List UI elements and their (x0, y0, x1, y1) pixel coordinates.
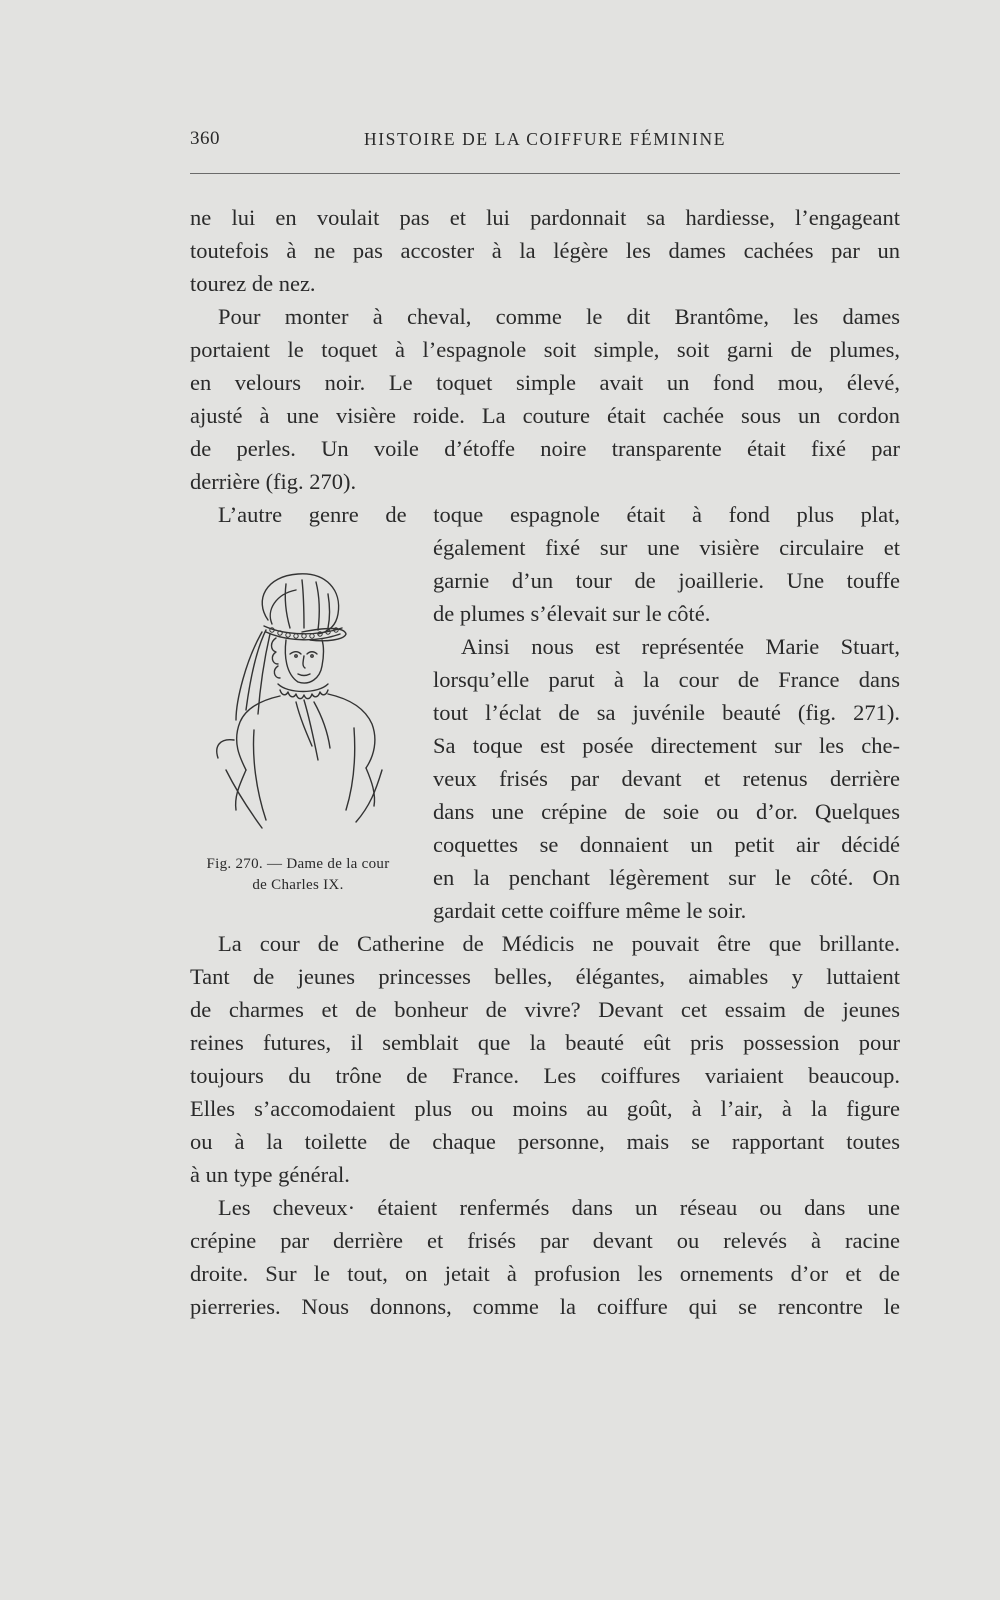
caption-line: Fig. 270. — Dame de la cour (206, 856, 390, 872)
text-line: en la penchant légèrement sur le côté. On (433, 865, 900, 890)
text-line: Tant de jeunes princesses belles, élégantes, aimables y luttaient (190, 964, 900, 989)
page-header (190, 128, 900, 158)
text-line: Sa toque est posée directement sur les che- (433, 733, 900, 758)
text-line: gardait cette coiffure même le soir. (433, 898, 747, 923)
text-line: à un type général. (190, 1162, 350, 1187)
text-line: garnie d’un tour de joaillerie. Une touffe (433, 568, 900, 593)
text-line: droite. Sur le tout, on jetait à profusion les ornements d’or et de (190, 1261, 900, 1286)
text-line: crépine par derrière et frisés par devant ou relevés à racine (190, 1228, 900, 1253)
caption-line: de Charles IX. (252, 877, 344, 893)
text-line: ou à la toilette de chaque personne, mais se rapportant toutes (190, 1129, 900, 1154)
text-line: reines futures, il semblait que la beauté eût pris possession pour (190, 1030, 900, 1055)
running-title: HISTOIRE DE LA COIFFURE FÉMININE (364, 129, 726, 149)
text-line: veux frisés par devant et retenus derrière (433, 766, 900, 791)
text-line: Les cheveux· étaient renfermés dans un réseau ou dans une (218, 1195, 900, 1220)
figure-270-illustration (206, 570, 396, 845)
text-line: tourez de nez. (190, 271, 316, 296)
text-line: portaient le toquet à l’espagnole soit simple, soit garni de plumes, (190, 337, 900, 362)
text-line: dans une crépine de soie ou d’or. Quelques (433, 799, 900, 824)
text-line: ne lui en voulait pas et lui pardonnait sa hardiesse, l’engageant (190, 205, 900, 230)
text-line: coquettes se donnaient un petit air décidé (433, 832, 900, 857)
text-line: toutefois à ne pas accoster à la légère les dames cachées par un (190, 238, 900, 263)
text-line: La cour de Catherine de Médicis ne pouvait être que brillante. (218, 931, 900, 956)
text-line: pierreries. Nous donnons, comme la coiffure qui se rencontre le (190, 1294, 900, 1319)
text-line: également fixé sur une visière circulaire et (433, 535, 900, 560)
text-line: de charmes et de bonheur de vivre? Devant cet essaim de jeunes (190, 997, 900, 1022)
text-line: tout l’éclat de sa juvénile beauté (fig. 271). (433, 700, 900, 725)
text-line: de plumes s’élevait sur le côté. (433, 601, 711, 626)
text-line: Pour monter à cheval, comme le dit Brantôme, les dames (218, 304, 900, 329)
text-line: lorsqu’elle parut à la cour de France dans (433, 667, 900, 692)
text-line: derrière (fig. 270). (190, 469, 357, 494)
text-line: Elles s’accomodaient plus ou moins au goût, à l’air, à la figure (190, 1096, 900, 1121)
text-line: toujours du trône de France. Les coiffures variaient beaucoup. (190, 1063, 900, 1088)
text-line: L’autre genre de toque espagnole était à fond plus plat, (218, 502, 900, 527)
figure-caption (188, 854, 408, 896)
text-line: de perles. Un voile d’étoffe noire transparente était fixé par (190, 436, 900, 461)
text-line: en velours noir. Le toquet simple avait un fond mou, élevé, (190, 370, 900, 395)
lady-portrait-drawing (206, 570, 396, 845)
page-number: 360 (190, 128, 220, 149)
header-rule (190, 173, 900, 174)
text-line: Ainsi nous est représentée Marie Stuart, (461, 634, 900, 659)
text-line: ajusté à une visière roide. La couture était cachée sous un cordon (190, 403, 900, 428)
